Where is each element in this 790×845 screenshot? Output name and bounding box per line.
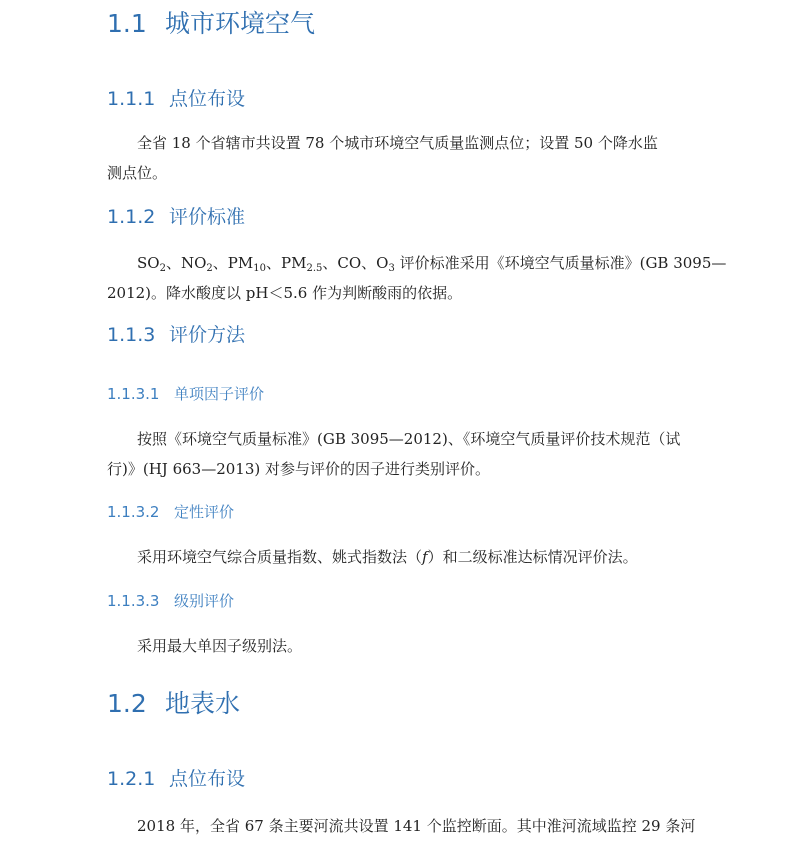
paragraph-line: 全省 18 个省辖市共设置 78 个城市环境空气质量监测点位；设置 50 个降水监	[137, 134, 658, 152]
subscript: 2.5	[306, 263, 323, 274]
paragraph-single-factor	[107, 424, 687, 484]
paragraph-line: 行)》(HJ 663—2013) 对参与评价的因子进行类别评价。	[107, 460, 490, 478]
heading-title: 城市环境空气	[165, 9, 316, 38]
heading-title: 点位布设	[169, 88, 246, 110]
heading-1-2-1	[107, 766, 245, 792]
paragraph-monitoring-points	[107, 128, 687, 188]
heading-number: 1.2.1	[107, 768, 156, 790]
pollutant-o3: O	[376, 254, 389, 272]
heading-number: 1.2	[107, 689, 147, 718]
heading-1-1-3-1	[107, 383, 264, 405]
heading-title: 单项因子评价	[174, 385, 265, 403]
paragraph-line	[107, 248, 727, 278]
paragraph-line: 2018 年，全省 67 条主要河流共设置 141 个监控断面。其中淮河流域监控 29 条河	[137, 817, 696, 835]
heading-title: 点位布设	[169, 768, 246, 790]
paragraph-line: 2012)。降水酸度以 pH＜5.6 作为判断酸雨的依据。	[107, 284, 463, 302]
paragraph-line	[107, 542, 687, 572]
heading-number: 1.1.2	[107, 206, 156, 228]
heading-number: 1.1.1	[107, 88, 156, 110]
subscript: 2	[159, 263, 166, 274]
heading-1-1-2	[107, 204, 245, 230]
paragraph-line: 按照《环境空气质量标准》(GB 3095—2012)、《环境空气质量评价技术规范（试	[137, 430, 681, 448]
heading-title: 评价方法	[169, 324, 246, 346]
paragraph-qualitative	[107, 542, 687, 572]
heading-1-1-3-3	[107, 590, 234, 612]
heading-1-1-3-2	[107, 501, 234, 523]
subscript: 10	[253, 263, 266, 274]
heading-title: 评价标准	[169, 206, 246, 228]
paragraph-evaluation-standard	[107, 248, 727, 308]
heading-number: 1.1	[107, 9, 147, 38]
paragraph-level	[107, 631, 687, 661]
paragraph-surface-water	[107, 811, 696, 841]
paragraph-text: 采用环境空气综合质量指数、姚式指数法（	[137, 548, 423, 566]
pollutant-so2: SO	[137, 254, 160, 272]
paragraph-text: ）和二级标准达标情况评价法。	[427, 548, 638, 566]
subscript: 3	[388, 263, 395, 274]
paragraph-line: 测点位。	[107, 164, 168, 182]
separator: 、	[212, 254, 228, 272]
paragraph-line: 采用最大单因子级别法。	[137, 637, 303, 655]
heading-title: 地表水	[165, 689, 241, 718]
pollutant-pm25: PM	[281, 254, 307, 272]
heading-1-1-3	[107, 322, 245, 348]
separator: 、CO、	[322, 254, 377, 272]
heading-number: 1.1.3.2	[107, 503, 160, 521]
heading-title: 定性评价	[174, 503, 235, 521]
separator: 、	[265, 254, 281, 272]
separator: 、	[165, 254, 181, 272]
formula-symbol: f	[422, 548, 428, 566]
heading-number: 1.1.3.1	[107, 385, 160, 403]
heading-1-1	[107, 8, 315, 40]
pollutant-no2: NO	[180, 254, 207, 272]
heading-title: 级别评价	[174, 592, 235, 610]
subscript: 2	[206, 263, 213, 274]
paragraph-text: 评价标准采用《环境空气质量标准》(GB 3095—	[394, 254, 727, 272]
heading-number: 1.1.3.3	[107, 592, 160, 610]
heading-1-1-1	[107, 86, 245, 112]
pollutant-pm10: PM	[227, 254, 254, 272]
heading-number: 1.1.3	[107, 324, 156, 346]
heading-1-2	[107, 688, 240, 720]
